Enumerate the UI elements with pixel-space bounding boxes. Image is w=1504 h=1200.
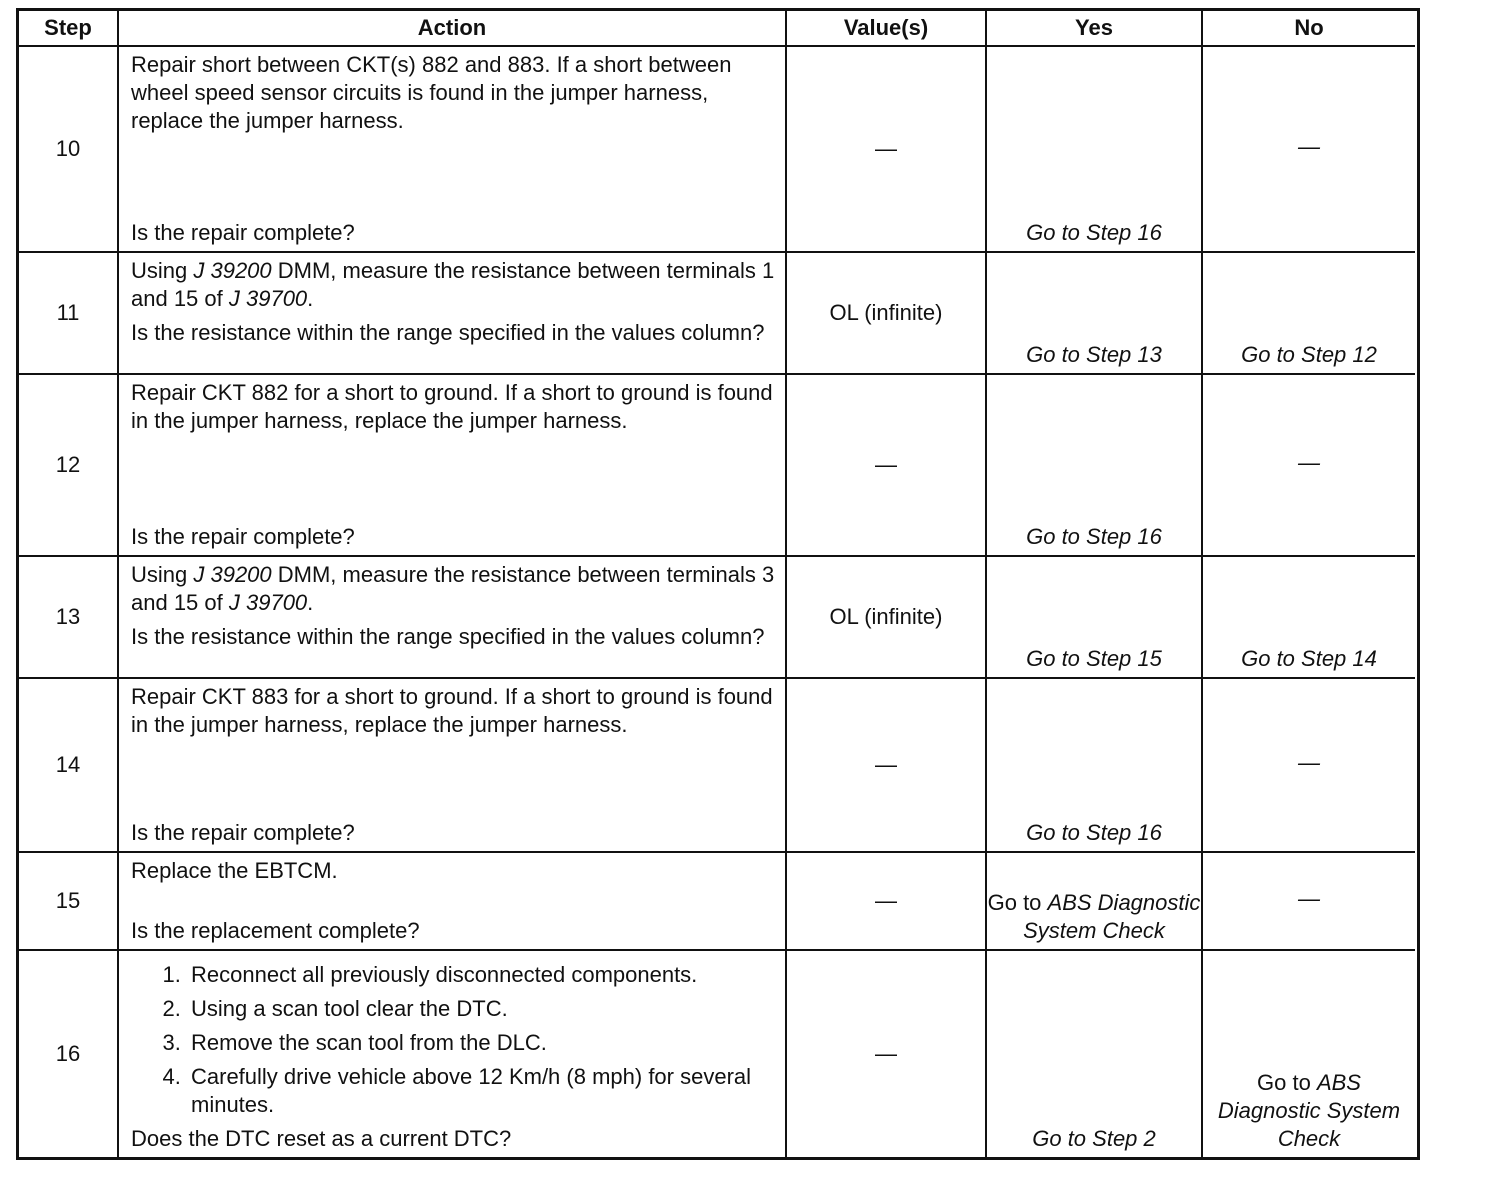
header-no: No	[1203, 11, 1415, 47]
diagnostic-table	[16, 8, 1420, 1160]
action-cell	[119, 679, 787, 853]
header-step: Step	[19, 11, 119, 47]
action-instruction: Using J 39200 DMM, measure the resistance between terminals 3 and 15 of J 39700.	[131, 562, 775, 615]
tool-reference: J 39200	[193, 258, 272, 283]
header-action: Action	[119, 11, 787, 47]
action-instruction: Replace the EBTCM.	[131, 858, 338, 883]
no-link[interactable]: Go to ABS Diagnostic System Check	[1217, 1070, 1401, 1151]
action-instruction: Repair CKT 883 for a short to ground. If a short to ground is found in the jumper harness, replace the jumper harness.	[131, 684, 773, 737]
step-number: 11	[19, 253, 119, 375]
no-cell: —	[1203, 679, 1415, 853]
action-cell	[119, 375, 787, 557]
no-cell: —	[1203, 853, 1415, 951]
no-cell[interactable]	[1203, 951, 1415, 1157]
tool-reference: J 39700	[228, 590, 308, 615]
tool-reference: J 39200	[193, 562, 272, 587]
action-steps-list	[131, 961, 775, 1125]
value-cell: OL (infinite)	[787, 253, 987, 375]
tool-reference: J 39700	[228, 286, 308, 311]
action-cell	[119, 253, 787, 375]
step-number: 16	[19, 951, 119, 1157]
yes-cell[interactable]: Go to Step 15	[987, 557, 1203, 679]
action-cell	[119, 951, 787, 1157]
action-instruction: Using J 39200 DMM, measure the resistance between terminals 1 and 15 of J 39700.	[131, 258, 775, 311]
list-item: 1. Reconnect all previously disconnected components.	[187, 961, 775, 989]
header-values: Value(s)	[787, 11, 987, 47]
list-item: 4. Carefully drive vehicle above 12 Km/h (8 mph) for several minutes.	[187, 1063, 775, 1119]
step-number: 12	[19, 375, 119, 557]
list-item: 3. Remove the scan tool from the DLC.	[187, 1029, 775, 1057]
value-cell: —	[787, 47, 987, 253]
action-question: Is the replacement complete?	[131, 918, 420, 943]
action-instruction: Repair CKT 882 for a short to ground. If a short to ground is found in the jumper harness, replace the jumper harness.	[131, 380, 773, 433]
step-number: 13	[19, 557, 119, 679]
no-cell[interactable]: Go to Step 12	[1203, 253, 1415, 375]
yes-cell[interactable]: Go to Step 16	[987, 375, 1203, 557]
value-cell: —	[787, 853, 987, 951]
value-cell: OL (infinite)	[787, 557, 987, 679]
yes-cell[interactable]: Go to Step 16	[987, 679, 1203, 853]
value-cell: —	[787, 375, 987, 557]
action-question: Is the repair complete?	[131, 220, 355, 245]
action-cell	[119, 47, 787, 253]
yes-link[interactable]: Go to ABS Diagnostic System Check	[987, 890, 1201, 943]
value-cell: —	[787, 951, 987, 1157]
yes-cell[interactable]: Go to Step 2	[987, 951, 1203, 1157]
step-number: 10	[19, 47, 119, 253]
action-instruction: Repair short between CKT(s) 882 and 883. If a short between wheel speed sensor circuits is found in the jumper harness, replace the jumper harness.	[131, 52, 732, 133]
action-cell	[119, 557, 787, 679]
no-cell: —	[1203, 375, 1415, 557]
no-cell[interactable]: Go to Step 14	[1203, 557, 1415, 679]
no-cell: —	[1203, 47, 1415, 253]
action-question: Is the repair complete?	[131, 820, 355, 845]
step-number: 15	[19, 853, 119, 951]
yes-cell[interactable]	[987, 853, 1203, 951]
action-question: Is the resistance within the range specified in the values column?	[131, 624, 765, 649]
action-cell	[119, 853, 787, 951]
step-number: 14	[19, 679, 119, 853]
yes-cell[interactable]: Go to Step 13	[987, 253, 1203, 375]
action-question: Does the DTC reset as a current DTC?	[131, 1126, 512, 1151]
header-yes: Yes	[987, 11, 1203, 47]
action-question: Is the repair complete?	[131, 524, 355, 549]
action-question: Is the resistance within the range specified in the values column?	[131, 320, 765, 345]
yes-cell[interactable]: Go to Step 16	[987, 47, 1203, 253]
value-cell: —	[787, 679, 987, 853]
list-item: 2. Using a scan tool clear the DTC.	[187, 995, 775, 1023]
